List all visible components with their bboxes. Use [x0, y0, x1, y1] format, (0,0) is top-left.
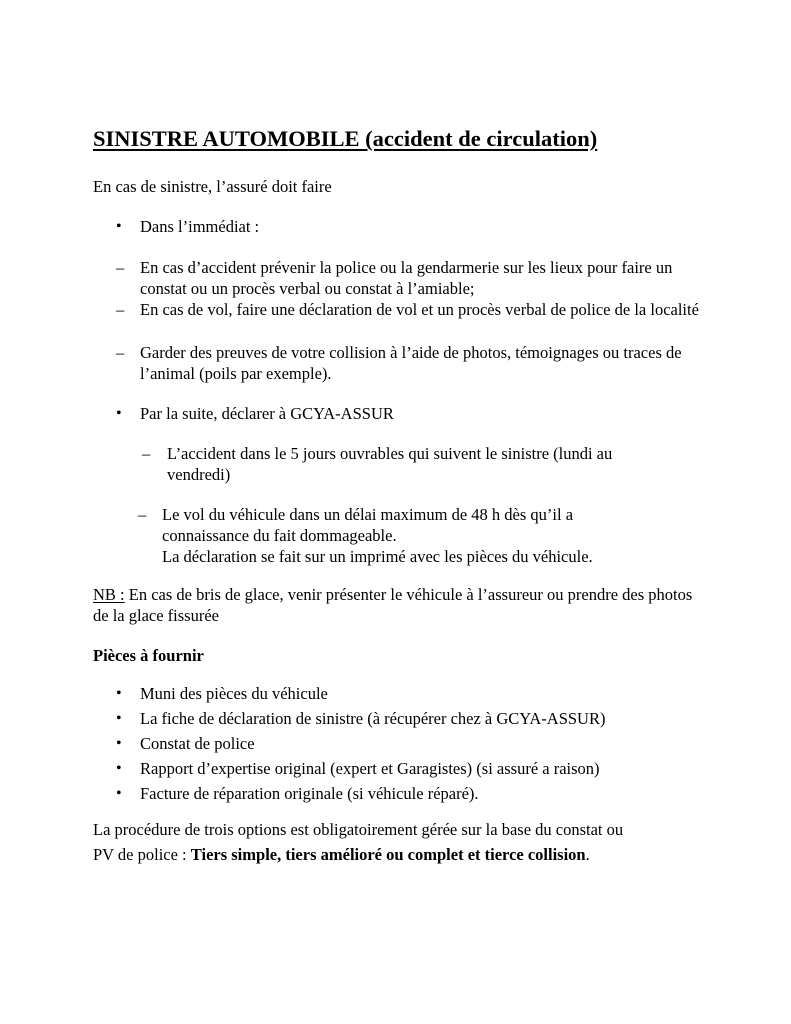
note-paragraph	[93, 584, 708, 626]
bullet-icon: •	[116, 760, 122, 777]
followup-label: Par la suite, déclarer à GCYA-ASSUR	[140, 404, 394, 423]
followup-extra-line: La déclaration se fait sur un imprimé avec les pièces du véhicule.	[162, 547, 593, 566]
list-item-text: Constat de police	[140, 734, 255, 753]
bullet-icon: •	[116, 735, 122, 752]
conclusion-bold: Tiers simple, tiers amélioré ou complet et tierce collision	[190, 845, 586, 864]
documents-heading: Pièces à fournir	[93, 646, 204, 665]
conclusion-prefix: PV de police :	[93, 845, 191, 864]
bullet-icon: •	[116, 785, 122, 802]
list-item-text: En cas d’accident prévenir la police ou la gendarmerie sur les lieux pour faire un constat ou un procès verbal ou constat à l’amiable;	[140, 258, 673, 298]
note-prefix: NB :	[93, 585, 125, 604]
note-text: En cas de bris de glace, venir présenter le véhicule à l’assureur ou prendre des photos de la glace fissurée	[93, 585, 693, 625]
bullet-icon: •	[116, 710, 122, 727]
conclusion-line-2	[93, 844, 590, 865]
list-item-text: Muni des pièces du véhicule	[140, 684, 328, 703]
dash-icon: –	[138, 505, 147, 524]
bullet-icon: •	[116, 405, 122, 422]
list-item-text: La fiche de déclaration de sinistre (à récupérer chez à GCYA-ASSUR)	[140, 709, 606, 728]
list-item	[116, 342, 706, 384]
dash-icon: –	[142, 444, 151, 463]
conclusion-suffix: .	[585, 845, 590, 864]
conclusion-line-1: La procédure de trois options est obligatoirement gérée sur la base du constat ou	[93, 820, 624, 839]
dash-icon: –	[116, 258, 125, 277]
bullet-icon: •	[116, 218, 122, 235]
bullet-icon: •	[116, 685, 122, 702]
list-item-text: Garder des preuves de votre collision à l’aide de photos, témoignages ou traces de l’animal (poils par exemple).	[140, 343, 682, 383]
list-item	[116, 299, 706, 341]
dash-icon: –	[116, 343, 125, 362]
dash-icon: –	[116, 300, 125, 319]
list-item-text: En cas de vol, faire une déclaration de vol et un procès verbal de police de la localité	[140, 300, 699, 319]
intro-text: En cas de sinistre, l’assuré doit faire	[93, 177, 332, 196]
list-item-text: Le vol du véhicule dans un délai maximum de 48 h dès qu’il a connaissance du fait dommageable.	[162, 505, 574, 545]
list-item-text: Rapport d’expertise original (expert et Garagistes) (si assuré a raison)	[140, 759, 600, 778]
list-item	[116, 257, 706, 299]
page-title: SINISTRE AUTOMOBILE (accident de circulation)	[93, 126, 598, 151]
immediate-label: Dans l’immédiat :	[140, 217, 260, 236]
list-item	[138, 504, 678, 567]
list-item-text: L’accident dans le 5 jours ouvrables qui suivent le sinistre (lundi au vendredi)	[167, 444, 613, 484]
list-item	[142, 443, 682, 485]
list-item-text: Facture de réparation originale (si véhicule réparé).	[140, 784, 479, 803]
